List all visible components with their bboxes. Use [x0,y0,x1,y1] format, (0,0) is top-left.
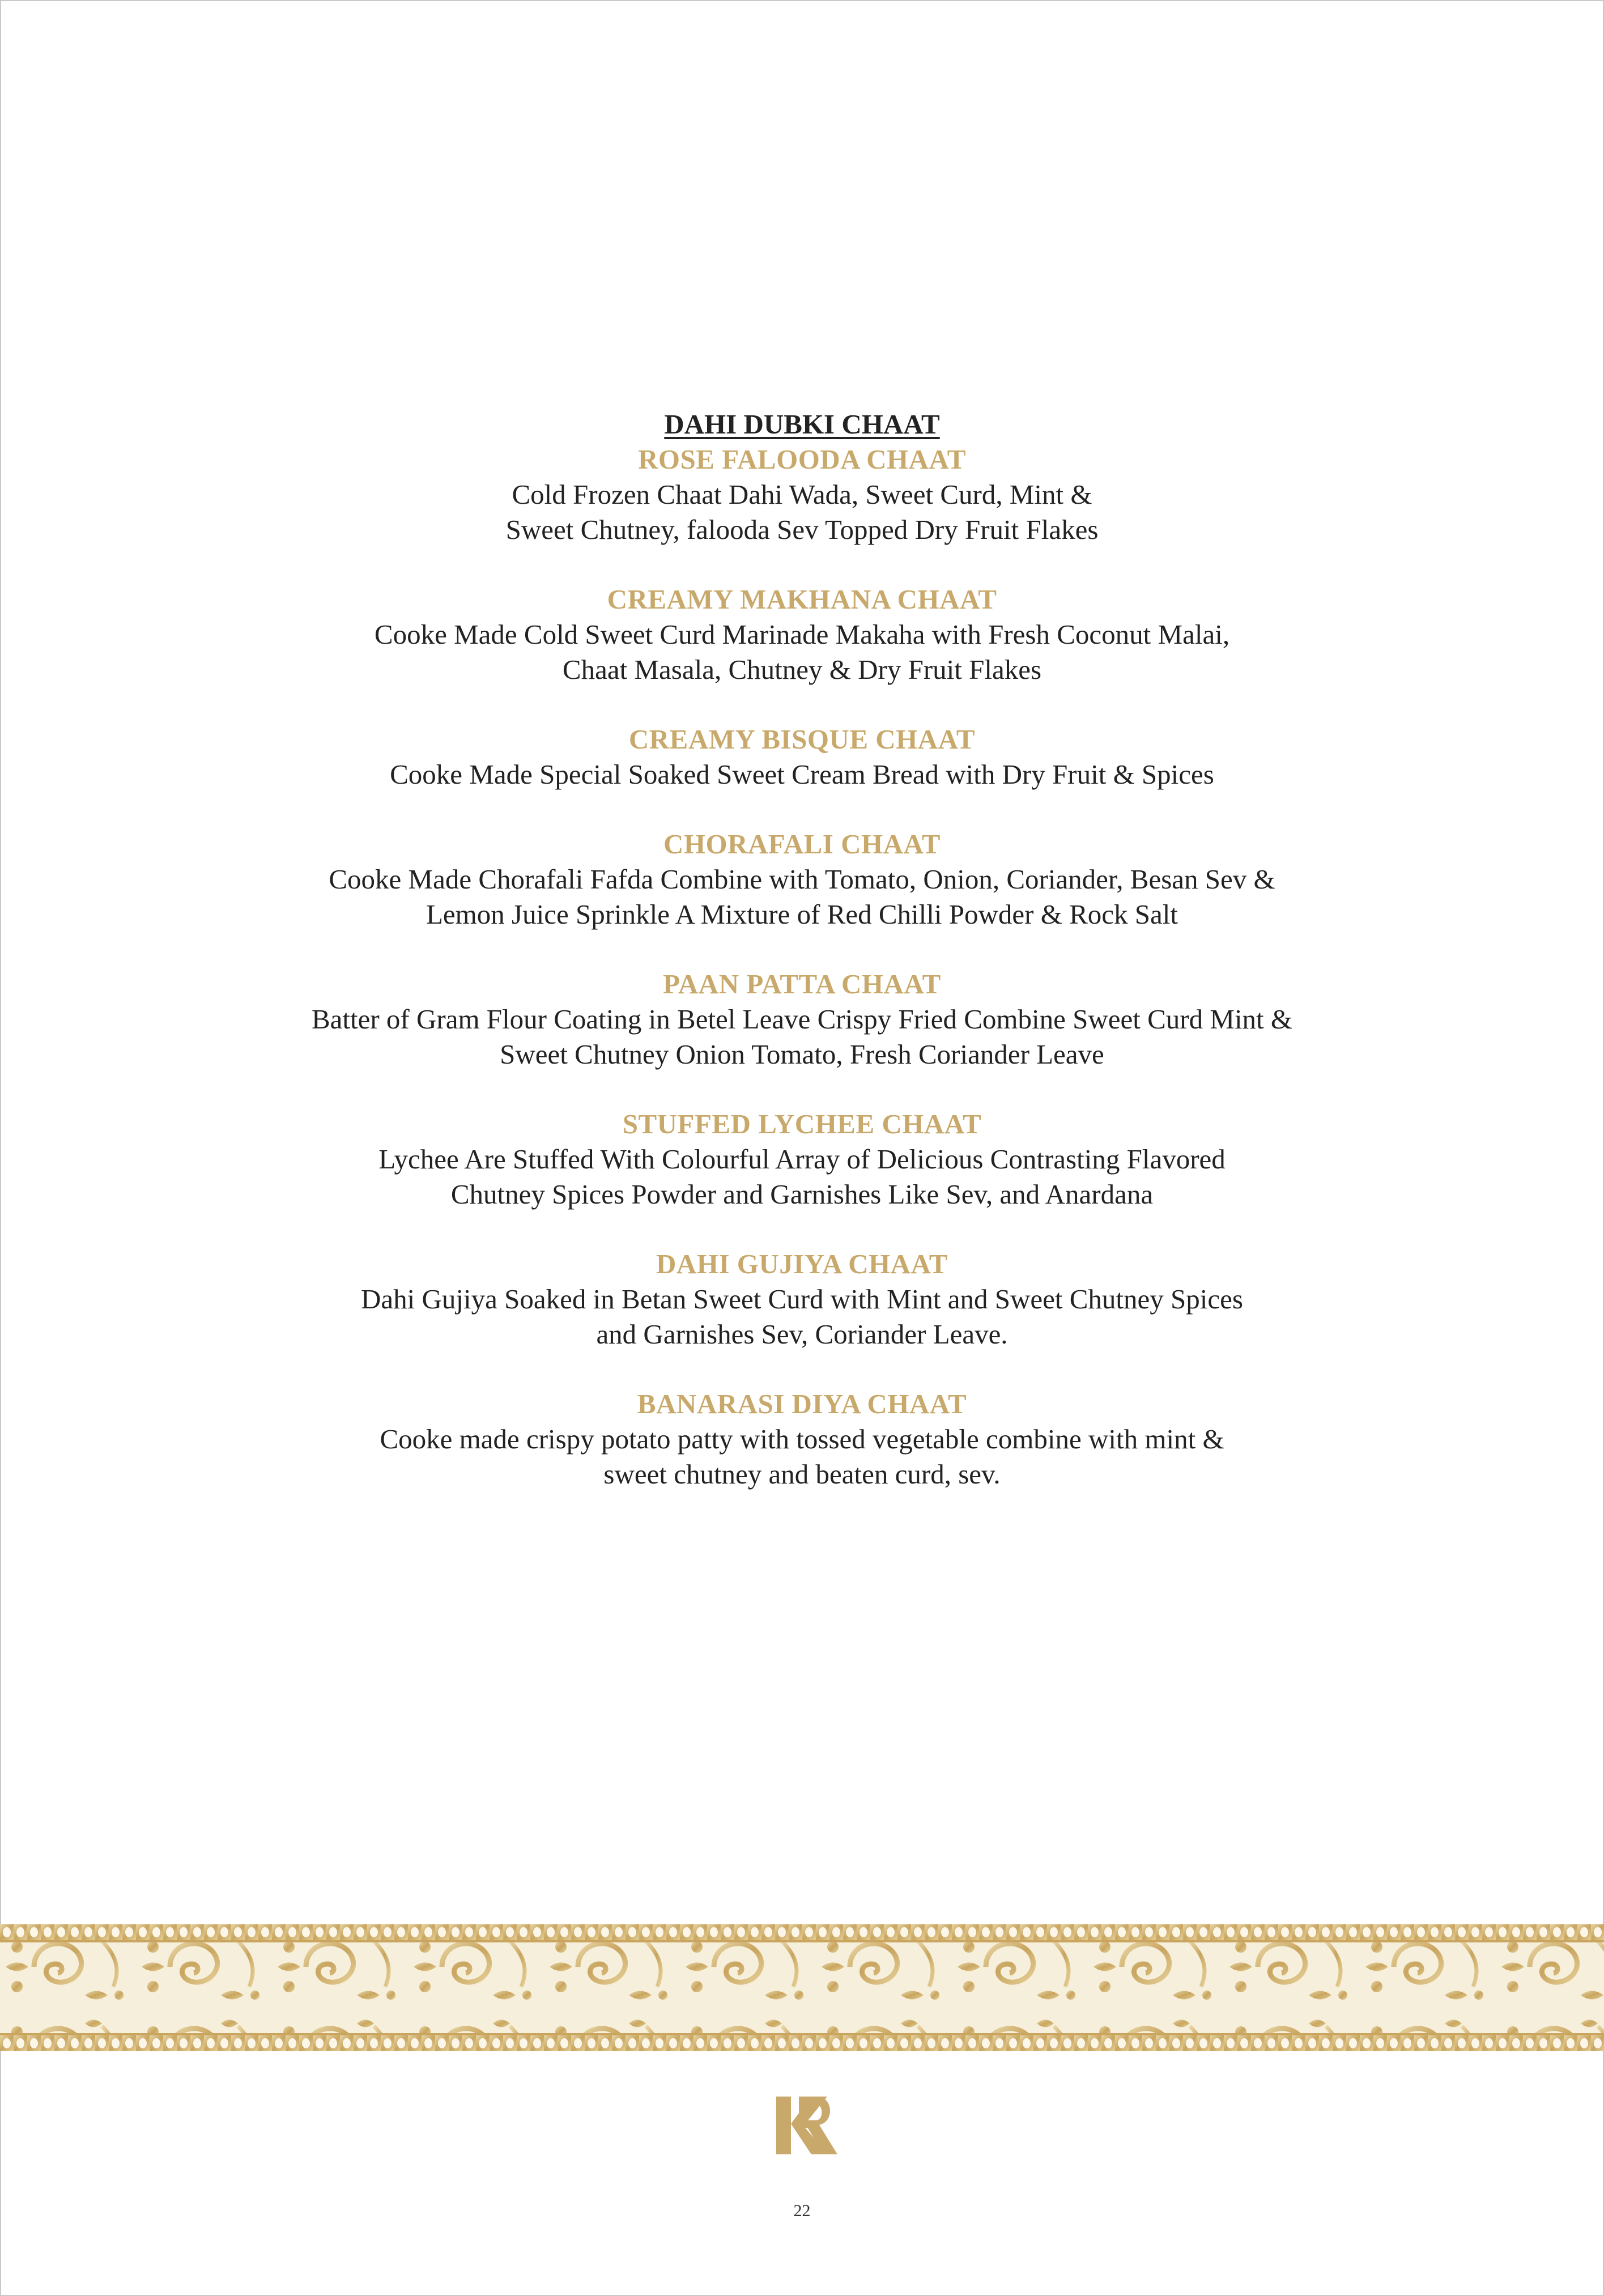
menu-item [0,827,1604,932]
item-description-line: Cooke made crispy potato patty with tossed vegetable combine with mint & [380,1423,1224,1455]
menu-item [0,582,1604,687]
item-description-line: sweet chutney and beaten curd, sev. [603,1459,1001,1490]
item-name: CREAMY BISQUE CHAAT [628,724,976,755]
menu-content [0,407,1604,1527]
ornamental-border [0,1924,1604,2053]
kr-logo [776,2097,839,2154]
item-description-line: Sweet Chutney, falooda Sev Topped Dry Fruit Flakes [505,514,1099,545]
menu-item [0,1107,1604,1212]
item-description-line: Lemon Juice Sprinkle A Mixture of Red Chilli Powder & Rock Salt [426,899,1178,930]
item-name: DAHI GUJIYA CHAAT [656,1248,948,1279]
menu-item [0,442,1604,547]
menu-item [0,967,1604,1072]
section-title: DAHI DUBKI CHAAT [664,409,940,440]
item-description-line: Sweet Chutney Onion Tomato, Fresh Coriander Leave [500,1039,1104,1070]
item-name: CHORAFALI CHAAT [663,828,941,860]
item-description-line: Lychee Are Stuffed With Colourful Array of Delicious Contrasting Flavored [378,1143,1226,1175]
item-description-line: Cooke Made Cold Sweet Curd Marinade Makaha with Fresh Coconut Malai, [374,619,1230,650]
item-description-line: Dahi Gujiya Soaked in Betan Sweet Curd with Mint and Sweet Chutney Spices [361,1283,1243,1315]
item-name: BANARASI DIYA CHAAT [637,1388,967,1419]
item-name: PAAN PATTA CHAAT [663,968,941,1000]
item-name: STUFFED LYCHEE CHAAT [622,1108,982,1140]
item-name: CREAMY MAKHANA CHAAT [607,584,997,615]
item-description-line: and Garnishes Sev, Coriander Leave. [596,1319,1008,1350]
item-description-line: Cooke Made Special Soaked Sweet Cream Bread with Dry Fruit & Spices [390,759,1214,790]
item-description-line: Batter of Gram Flour Coating in Betel Leave Crispy Fried Combine Sweet Curd Mint & [311,1004,1293,1035]
item-description-line: Cooke Made Chorafali Fafda Combine with Tomato, Onion, Coriander, Besan Sev & [329,864,1275,895]
item-description-line: Chutney Spices Powder and Garnishes Like Sev, and Anardana [450,1179,1154,1210]
page-number: 22 [793,2201,811,2220]
item-description-line: Cold Frozen Chaat Dahi Wada, Sweet Curd, Mint & [512,479,1092,510]
menu-item [0,1247,1604,1352]
item-name: ROSE FALOODA CHAAT [638,444,966,475]
menu-item [0,1387,1604,1492]
item-description-line: Chaat Masala, Chutney & Dry Fruit Flakes [562,654,1042,685]
menu-item [0,722,1604,792]
